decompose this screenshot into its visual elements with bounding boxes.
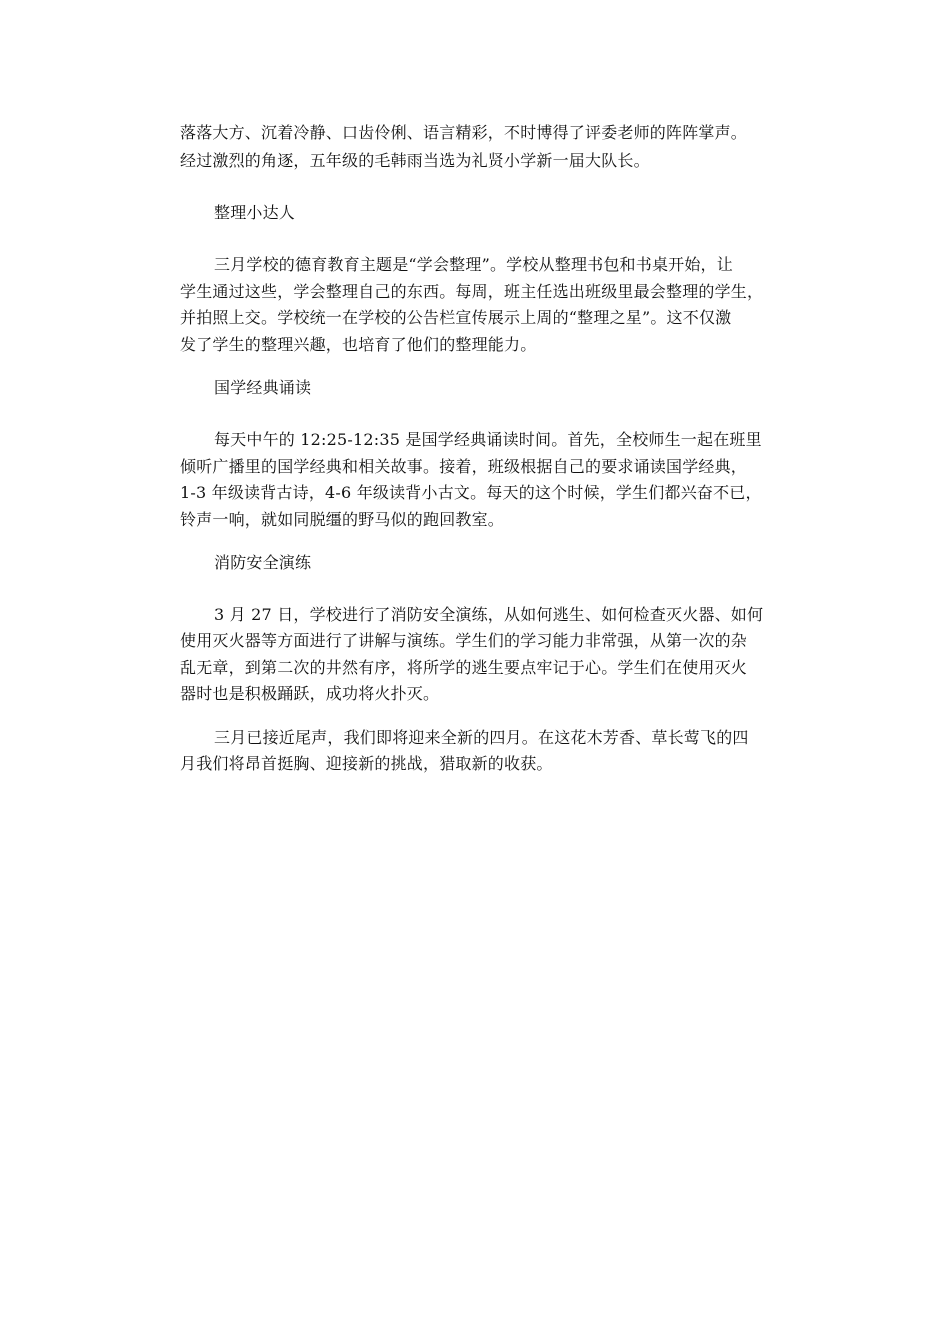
- section1-line-2: 学生通过这些，学会整理自己的东西。每周，班主任选出班级里最会整理的学生，: [180, 282, 764, 301]
- section-heading-classics: 国学经典诵读: [214, 378, 312, 397]
- section1-line-1: 三月学校的德育教育主题是“学会整理”。学校从整理书包和书桌开始，让: [214, 255, 733, 274]
- section3-line-4: 器时也是积极踊跃，成功将火扑灭。: [180, 684, 440, 703]
- closing-line-1: 三月已接近尾声，我们即将迎来全新的四月。在这花木芳香、草长莺飞的四: [214, 728, 749, 747]
- section3-line-3: 乱无章，到第二次的井然有序，将所学的逃生要点牢记于心。学生们在使用灭火: [180, 658, 748, 677]
- section-heading-organize: 整理小达人: [214, 203, 296, 222]
- section1-line-4: 发了学生的整理兴趣，也培育了他们的整理能力。: [180, 335, 537, 354]
- section2-line-4: 铃声一响，就如同脱缰的野马似的跑回教室。: [180, 510, 505, 529]
- intro-line-1: 落落大方、沉着冷静、口齿伶俐、语言精彩，不时博得了评委老师的阵阵掌声。: [180, 123, 748, 142]
- section3-line-2: 使用灭火器等方面进行了讲解与演练。学生们的学习能力非常强，从第一次的杂: [180, 631, 748, 650]
- closing-line-2: 月我们将昂首挺胸、迎接新的挑战，猎取新的收获。: [180, 754, 553, 773]
- section-heading-fire-drill: 消防安全演练: [214, 553, 312, 572]
- intro-line-2: 经过激烈的角逐，五年级的毛韩雨当选为礼贤小学新一届大队长。: [180, 151, 650, 170]
- section1-line-3: 并拍照上交。学校统一在学校的公告栏宣传展示上周的“整理之星”。这不仅激: [180, 308, 732, 327]
- section2-line-3: 1-3 年级读背古诗，4-6 年级读背小古文。每天的这个时候，学生们都兴奋不已，: [180, 483, 762, 502]
- section2-line-2: 倾听广播里的国学经典和相关故事。接着，班级根据自己的要求诵读国学经典，: [180, 457, 748, 476]
- section3-line-1: 3 月 27 日，学校进行了消防安全演练，从如何逃生、如何检查灭火器、如何: [214, 605, 764, 624]
- section2-line-1: 每天中午的 12:25-12:35 是国学经典诵读时间。首先，全校师生一起在班里: [214, 430, 762, 449]
